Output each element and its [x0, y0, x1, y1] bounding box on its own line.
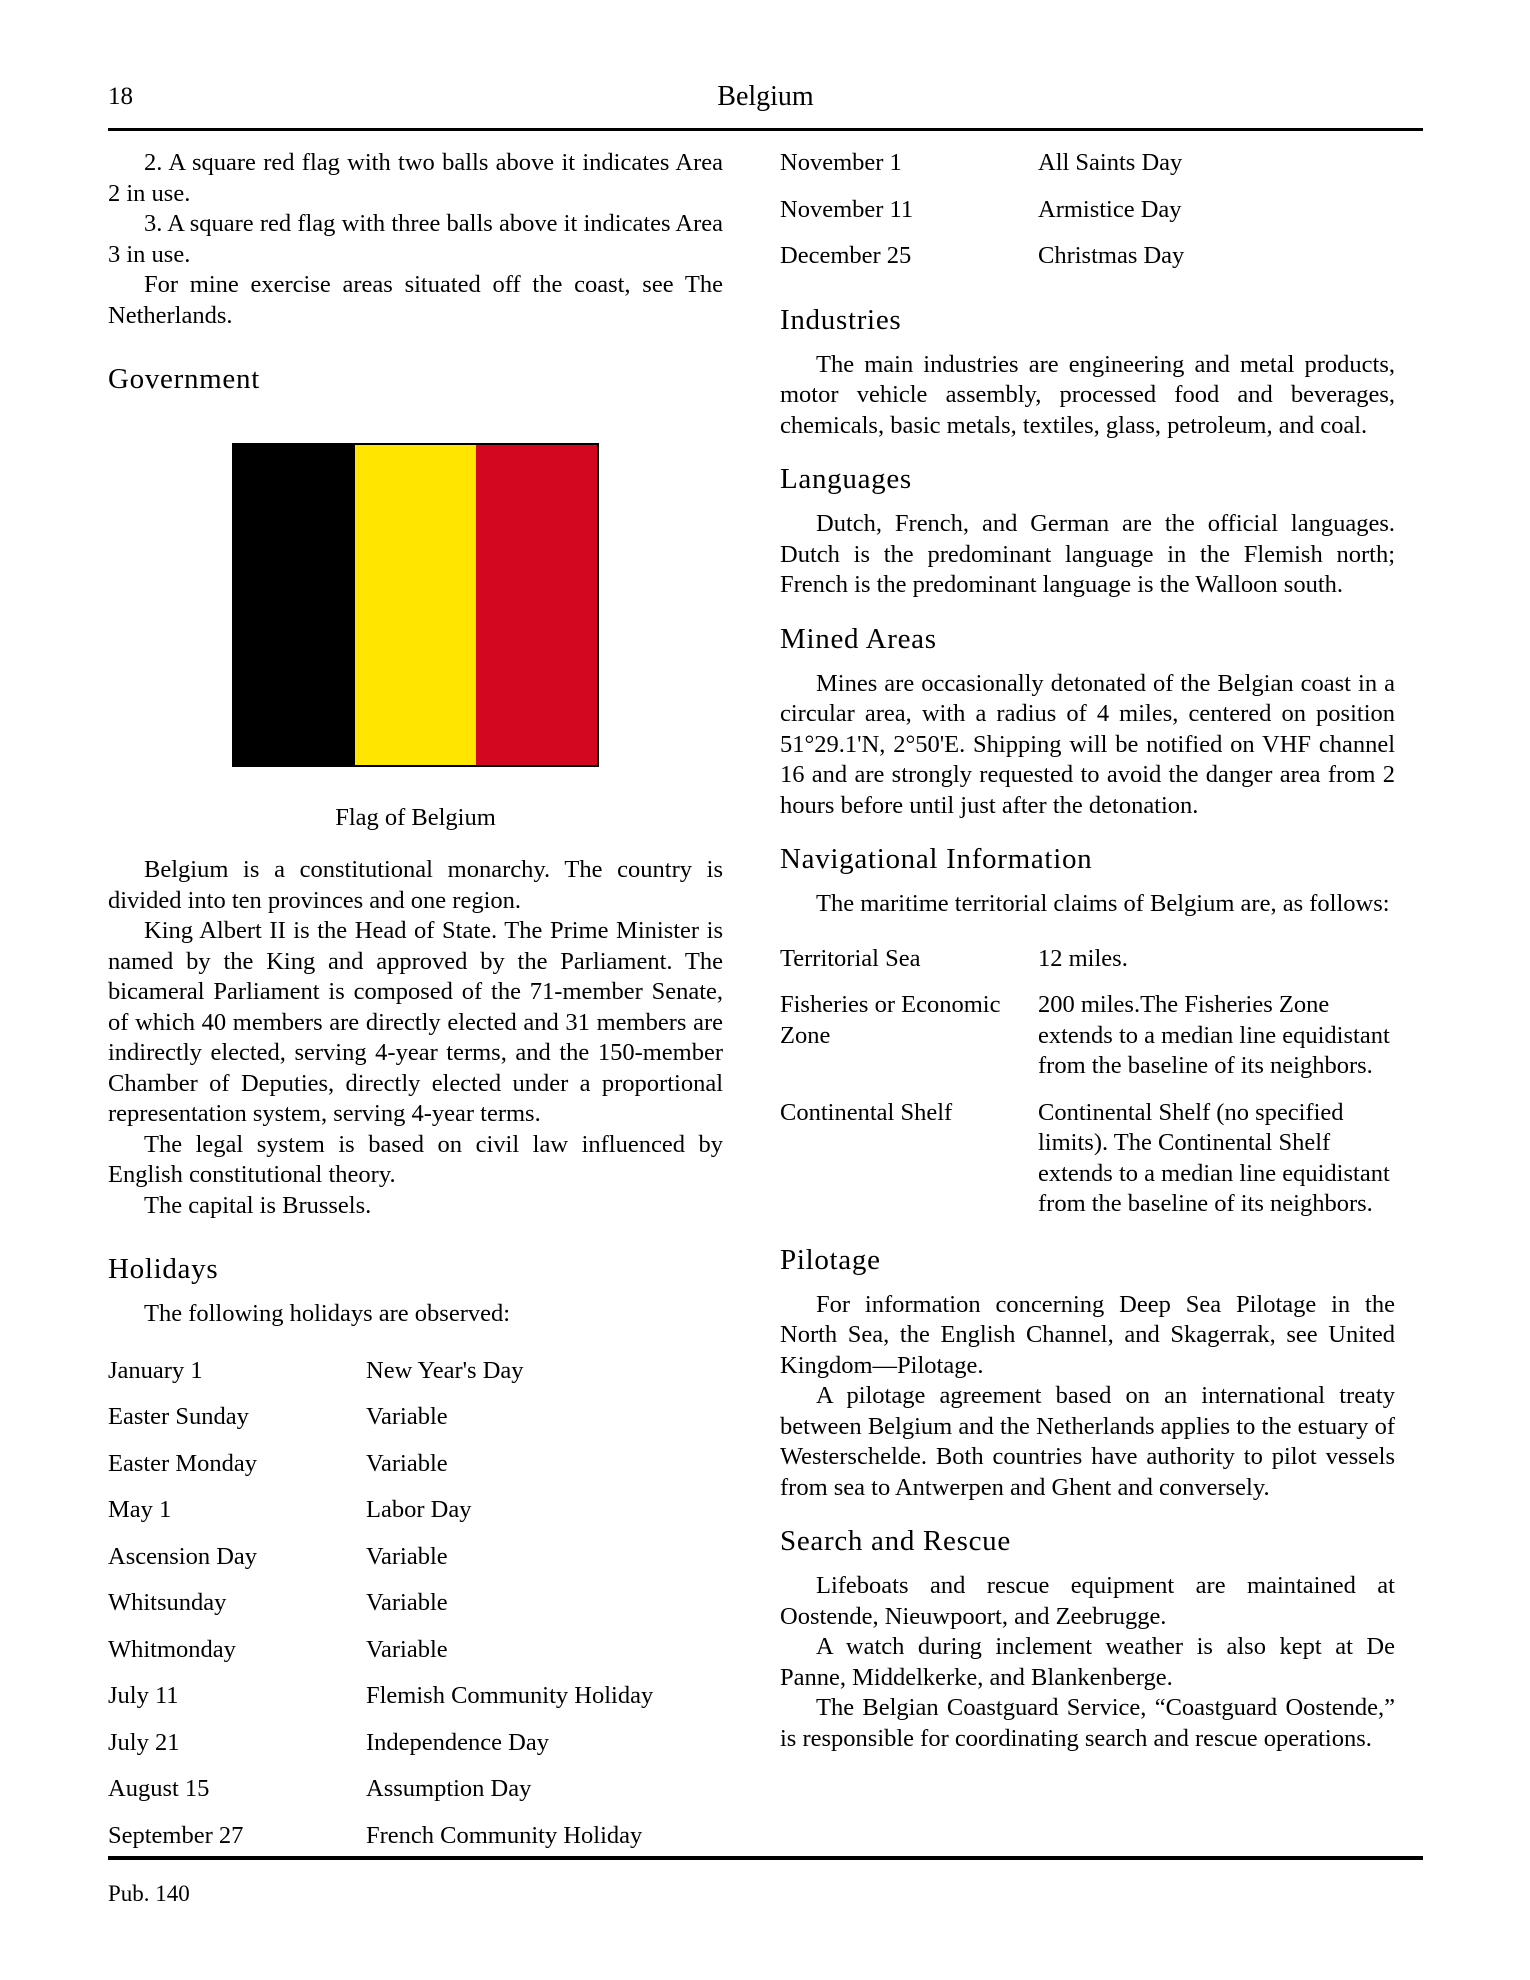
holiday-name: French Community Holiday [366, 1821, 643, 1849]
spacer [108, 1287, 723, 1299]
spacer [780, 920, 1395, 944]
page-number: 18 [108, 83, 133, 110]
spacer [780, 338, 1395, 350]
government-paragraph-4: The capital is Brussels. [144, 1191, 372, 1219]
pilotage-paragraph-2: A pilotage agreement based on an international treaty between Belgium and the Netherlands applies to the estuary of Westerschelde. Both countries have authority to pilot vessels from sea to Antwerpen and Ghent and conversely. [780, 1382, 1395, 1501]
table-row [108, 1728, 723, 1775]
left-column [108, 148, 723, 1867]
holidays-continued-body [780, 148, 1395, 288]
holiday-date: Whitsunday [108, 1589, 227, 1616]
table-row [780, 944, 1395, 991]
heading-navigational-information: Navigational Information [780, 843, 1093, 875]
table-row [108, 1635, 723, 1682]
spacer [780, 1559, 1395, 1571]
spacer [780, 877, 1395, 889]
navigational-information-intro: The maritime territorial claims of Belgium are, as follows: [816, 890, 1390, 917]
holiday-date: November 1 [780, 149, 902, 176]
search-and-rescue-paragraph-3: The Belgian Coastguard Service, “Coastguard Oostende,” is responsible for coordinating search and rescue operations. [780, 1694, 1395, 1752]
claim-term: Territorial Sea [780, 944, 921, 972]
table-row [108, 1402, 723, 1449]
mined-areas-body: Mines are occasionally detonated of the Belgian coast in a circular area, with a radius of 4 miles, centered on position 51°29.1'N, 2°50'E. Shipping will be notified on VHF channel 16 and are strongly requested to avoid the danger area from 2 hours before until just after the detonation. [780, 669, 1395, 819]
heading-industries: Industries [780, 303, 902, 336]
page-header [108, 82, 1423, 122]
government-paragraph-1: Belgium is a constitutional monarchy. The country is divided into ten provinces and one region. [108, 856, 723, 914]
holiday-name: Christmas Day [1038, 242, 1185, 269]
holidays-continued-table [780, 148, 1395, 288]
holiday-name: New Year's Day [366, 1356, 524, 1384]
holiday-name: Assumption Day [366, 1775, 532, 1802]
header-divider [108, 128, 1423, 131]
spacer [108, 331, 723, 361]
holidays-table-body [108, 1356, 723, 1868]
holiday-date: January 1 [108, 1356, 203, 1384]
flag-stripe-red [476, 445, 597, 765]
table-row [780, 1098, 1395, 1236]
spacer [780, 1503, 1395, 1523]
table-row [780, 148, 1395, 195]
holidays-table [108, 1356, 723, 1868]
holiday-name: Variable [366, 1542, 448, 1570]
holiday-name: Armistice Day [1038, 195, 1182, 223]
right-column [780, 148, 1395, 1754]
languages-body: Dutch, French, and German are the official languages. Dutch is the predominant language in the Flemish north; French is the predominant language is the Walloon south. [780, 510, 1395, 598]
flag-stripe-black [234, 445, 355, 765]
heading-government: Government [108, 363, 260, 395]
spacer [780, 657, 1395, 669]
table-row [780, 241, 1395, 288]
holiday-name: Variable [366, 1635, 448, 1663]
holiday-date: November 11 [780, 195, 914, 223]
spacer [780, 821, 1395, 841]
flag-of-belgium-image [232, 443, 599, 767]
search-and-rescue-paragraph-2: A watch during inclement weather is also kept at De Panne, Middelkerke, and Blankenberge. [780, 1633, 1395, 1691]
table-row [108, 1681, 723, 1728]
footer-divider [108, 1856, 1423, 1860]
spacer [108, 1330, 723, 1356]
heading-holidays: Holidays [108, 1253, 219, 1285]
spacer [780, 497, 1395, 509]
holidays-intro: The following holidays are observed: [144, 1300, 511, 1327]
holiday-date: Ascension Day [108, 1542, 258, 1570]
table-row [108, 1821, 723, 1868]
claim-value: 200 miles.The Fisheries Zone extends to a median line equidistant from the baseline of its neighbors. [1038, 991, 1390, 1079]
mine-exercise-note: For mine exercise areas situated off the coast, see The Netherlands. [108, 271, 723, 329]
holiday-name: Labor Day [366, 1496, 472, 1523]
mine-item-2: 2. A square red flag with two balls above it indicates Area 2 in use. [108, 149, 723, 207]
holiday-name: Variable [366, 1403, 448, 1430]
holiday-date: September 27 [108, 1821, 244, 1849]
flag-figure [108, 443, 723, 833]
holiday-name: Variable [366, 1449, 448, 1477]
navigational-claims-table [780, 944, 1395, 1236]
spacer [780, 441, 1395, 461]
holiday-name: Variable [366, 1589, 448, 1616]
table-row [108, 1449, 723, 1496]
table-row [108, 1356, 723, 1403]
holiday-date: December 25 [780, 242, 912, 269]
table-row [780, 195, 1395, 242]
industries-body: The main industries are engineering and metal products, motor vehicle assembly, processed food and beverages, chemicals, basic metals, textiles, glass, petroleum, and coal. [780, 350, 1395, 439]
flag-caption: Flag of Belgium [335, 804, 496, 831]
claim-term: Fisheries or Economic Zone [780, 991, 1001, 1049]
holiday-date: Easter Sunday [108, 1403, 249, 1430]
mine-item-3: 3. A square red flag with three balls above it indicates Area 3 in use. [108, 210, 723, 268]
holiday-date: May 1 [108, 1496, 172, 1523]
holiday-date: July 21 [108, 1728, 180, 1756]
spacer [780, 288, 1395, 302]
holiday-name: Independence Day [366, 1728, 549, 1756]
government-paragraph-2: King Albert II is the Head of State. The Prime Minister is named by the King and approved by the Parliament. The bicameral Parliament is composed of the 71-member Senate, of which 40 members are directly elected and 31 members are indirectly elected, serving 4-year terms, and the 150-member Chamber of Deputies, directly elected under a proportional representation system, serving 4-year terms. [108, 917, 723, 1127]
flag-stripe-yellow [355, 445, 476, 765]
holiday-name: Flemish Community Holiday [366, 1682, 654, 1709]
heading-mined-areas: Mined Areas [780, 622, 937, 655]
navigational-claims-body [780, 944, 1395, 1236]
holiday-date: August 15 [108, 1775, 210, 1802]
table-row [780, 990, 1395, 1098]
spacer [780, 601, 1395, 621]
heading-pilotage: Pilotage [780, 1243, 881, 1276]
spacer [108, 397, 723, 443]
heading-search-and-rescue: Search and Rescue [780, 1525, 1011, 1557]
pilotage-paragraph-1: For information concerning Deep Sea Pilotage in the North Sea, the English Channel, and Skagerrak, see United Kingdom—Pilotage. [780, 1290, 1395, 1379]
search-and-rescue-paragraph-1: Lifeboats and rescue equipment are maintained at Oostende, Nieuwpoort, and Zeebrugge. [780, 1572, 1395, 1630]
claim-value: Continental Shelf (no specified limits). The Continental Shelf extends to a median line equidistant from the baseline of its neighbors. [1038, 1098, 1390, 1217]
page-title: Belgium [717, 81, 814, 112]
holiday-date: July 11 [108, 1682, 179, 1709]
spacer [780, 1278, 1395, 1290]
publication-number: Pub. 140 [108, 1881, 190, 1906]
holiday-name: All Saints Day [1038, 149, 1183, 176]
table-row [108, 1774, 723, 1821]
government-paragraph-3: The legal system is based on civil law influenced by English constitutional theory. [108, 1130, 723, 1188]
spacer [108, 833, 723, 855]
table-row [108, 1588, 723, 1635]
table-row [108, 1495, 723, 1542]
table-row [108, 1542, 723, 1589]
heading-languages: Languages [780, 463, 912, 495]
holiday-date: Whitmonday [108, 1635, 236, 1663]
spacer [108, 1221, 723, 1251]
claim-value: 12 miles. [1038, 944, 1128, 972]
holiday-date: Easter Monday [108, 1449, 257, 1477]
claim-term: Continental Shelf [780, 1098, 953, 1126]
